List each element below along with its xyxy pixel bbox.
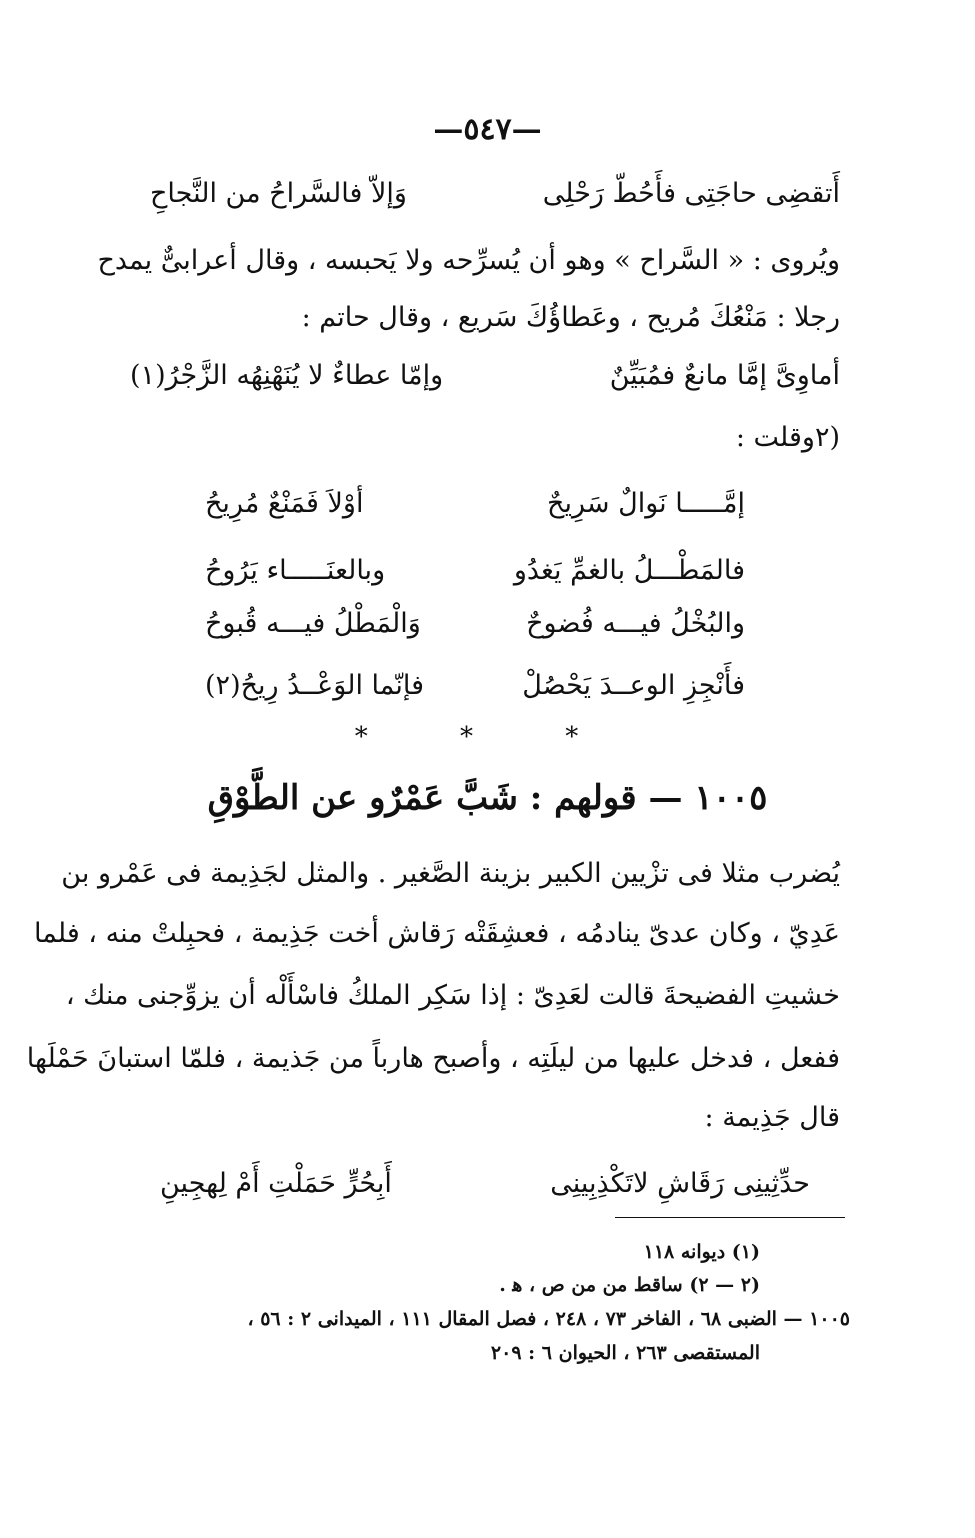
- verse-jadhima: [160, 1158, 810, 1208]
- footnote: المستقصى ٢٦٣ ، الحيوان ٦ : ٢٠٩: [490, 1342, 760, 1364]
- poem-left-hemistich: وَالْمَطْلُ فيـــه قُبوحُ: [205, 607, 421, 639]
- verse-top-right-hemistich: أَتقضِى حاجَتِى فأَحُطّ رَحْلِى: [542, 177, 840, 209]
- verse-jadhima-right-hemistich: حدِّثِينِى رَقَاشِ لاتَكْذِبِينِى: [550, 1167, 810, 1199]
- verse-hatim: [130, 350, 840, 400]
- prose-line: عَدِيّ ، وكان عدىّ ينادمُه ، فعشِقَتْه رَقاش أخت جَذِيمة ، فحبِلتْ منه ، فلما: [34, 918, 840, 949]
- prose-line: يُضرب مثلا فى تزْيين الكبير بزينة الصَّغير . والمثل لجَذِيمة فى عَمْرو بن: [61, 858, 840, 889]
- footnote: ١٠٠٥ — الضبى ٦٨ ، الفاخر ٧٣ ، ٢٤٨ ، فصل المقال ١١١ ، الميدانى ٢ : ٥٦ ،: [247, 1308, 850, 1330]
- poem-right-hemistich: فالمَطْـــلُ بالغمِّ يَغدُو: [513, 554, 745, 586]
- prose-line: ففعل ، فدخل عليها من ليلَتِه ، وأصبح هارباً من جَذيمة ، فلمّا استبانَ حَمْلَها: [26, 1043, 840, 1074]
- proverb-heading: ١٠٠٥ — قولهم : شَبَّ عَمْرٌو عن الطَّوْقِ: [207, 778, 768, 818]
- poem-right-hemistich: فأَنْجِزِ الوعــدَ يَحْصُلْ: [522, 669, 745, 701]
- poem-right-hemistich: والبُخْلُ فيـــه فُضوحٌ: [526, 607, 745, 639]
- verse-top: [150, 168, 840, 218]
- verse-hatim-left-hemistich: وإمّا عطاءٌ لا يُنَهْنِهُه الزَّجْرُ(١): [130, 359, 444, 391]
- poem-left-hemistich: أوْلاَ فَمَنْعٌ مُرِيحُ: [205, 487, 364, 519]
- footnote: (١) ديوانه ١١٨: [643, 1241, 760, 1263]
- page-number: —٥٤٧—: [433, 112, 542, 147]
- poem-line: [205, 598, 745, 648]
- prose-line: ويُروى : « السَّراح » وهو أن يُسرِّحه ولا يَحبسه ، وقال أعرابىٌّ يمدح: [97, 245, 840, 276]
- qultu-line: (٢وقلت :: [735, 422, 840, 453]
- poem-left-hemistich: فإنّما الوَعْــدُ رِيحُ(٢): [205, 669, 425, 701]
- verse-jadhima-left-hemistich: أَبِحُرٍّ حَمَلْتِ أَمْ لِهجِينِ: [160, 1167, 392, 1199]
- poem-line: [205, 545, 745, 595]
- prose-line: رجلا : مَنْعُكَ مُريح ، وعَطاؤُكَ سَريع ، وقال حاتم :: [301, 302, 840, 333]
- footnote: (٢ — ٢) ساقط من من ص ، ﻫ .: [499, 1274, 760, 1296]
- poem-left-hemistich: وبالعنَـــــاء يَرُوحُ: [205, 554, 386, 586]
- poem-line: [205, 478, 745, 528]
- poem-right-hemistich: إمَّـــــا نَوالٌ سَرِيحٌ: [547, 487, 745, 519]
- prose-line: خشيتِ الفضيحةَ قالت لعَدِىّ : إذا سَكِر الملكُ فاسْأَلْه أن يزوِّجنى منك ،: [65, 980, 840, 1011]
- prose-line: قال جَذِيمة :: [704, 1102, 840, 1133]
- verse-top-left-hemistich: وَإلاّ فالسَّراحُ من النَّجاحِ: [150, 177, 407, 209]
- verse-hatim-right-hemistich: أماوِىَّ إمَّا مانعٌ فمُبَيِّنٌ: [609, 359, 840, 391]
- poem-line: [205, 660, 745, 710]
- footnote-divider: [615, 1217, 845, 1218]
- section-separator-stars: * * *: [354, 722, 621, 752]
